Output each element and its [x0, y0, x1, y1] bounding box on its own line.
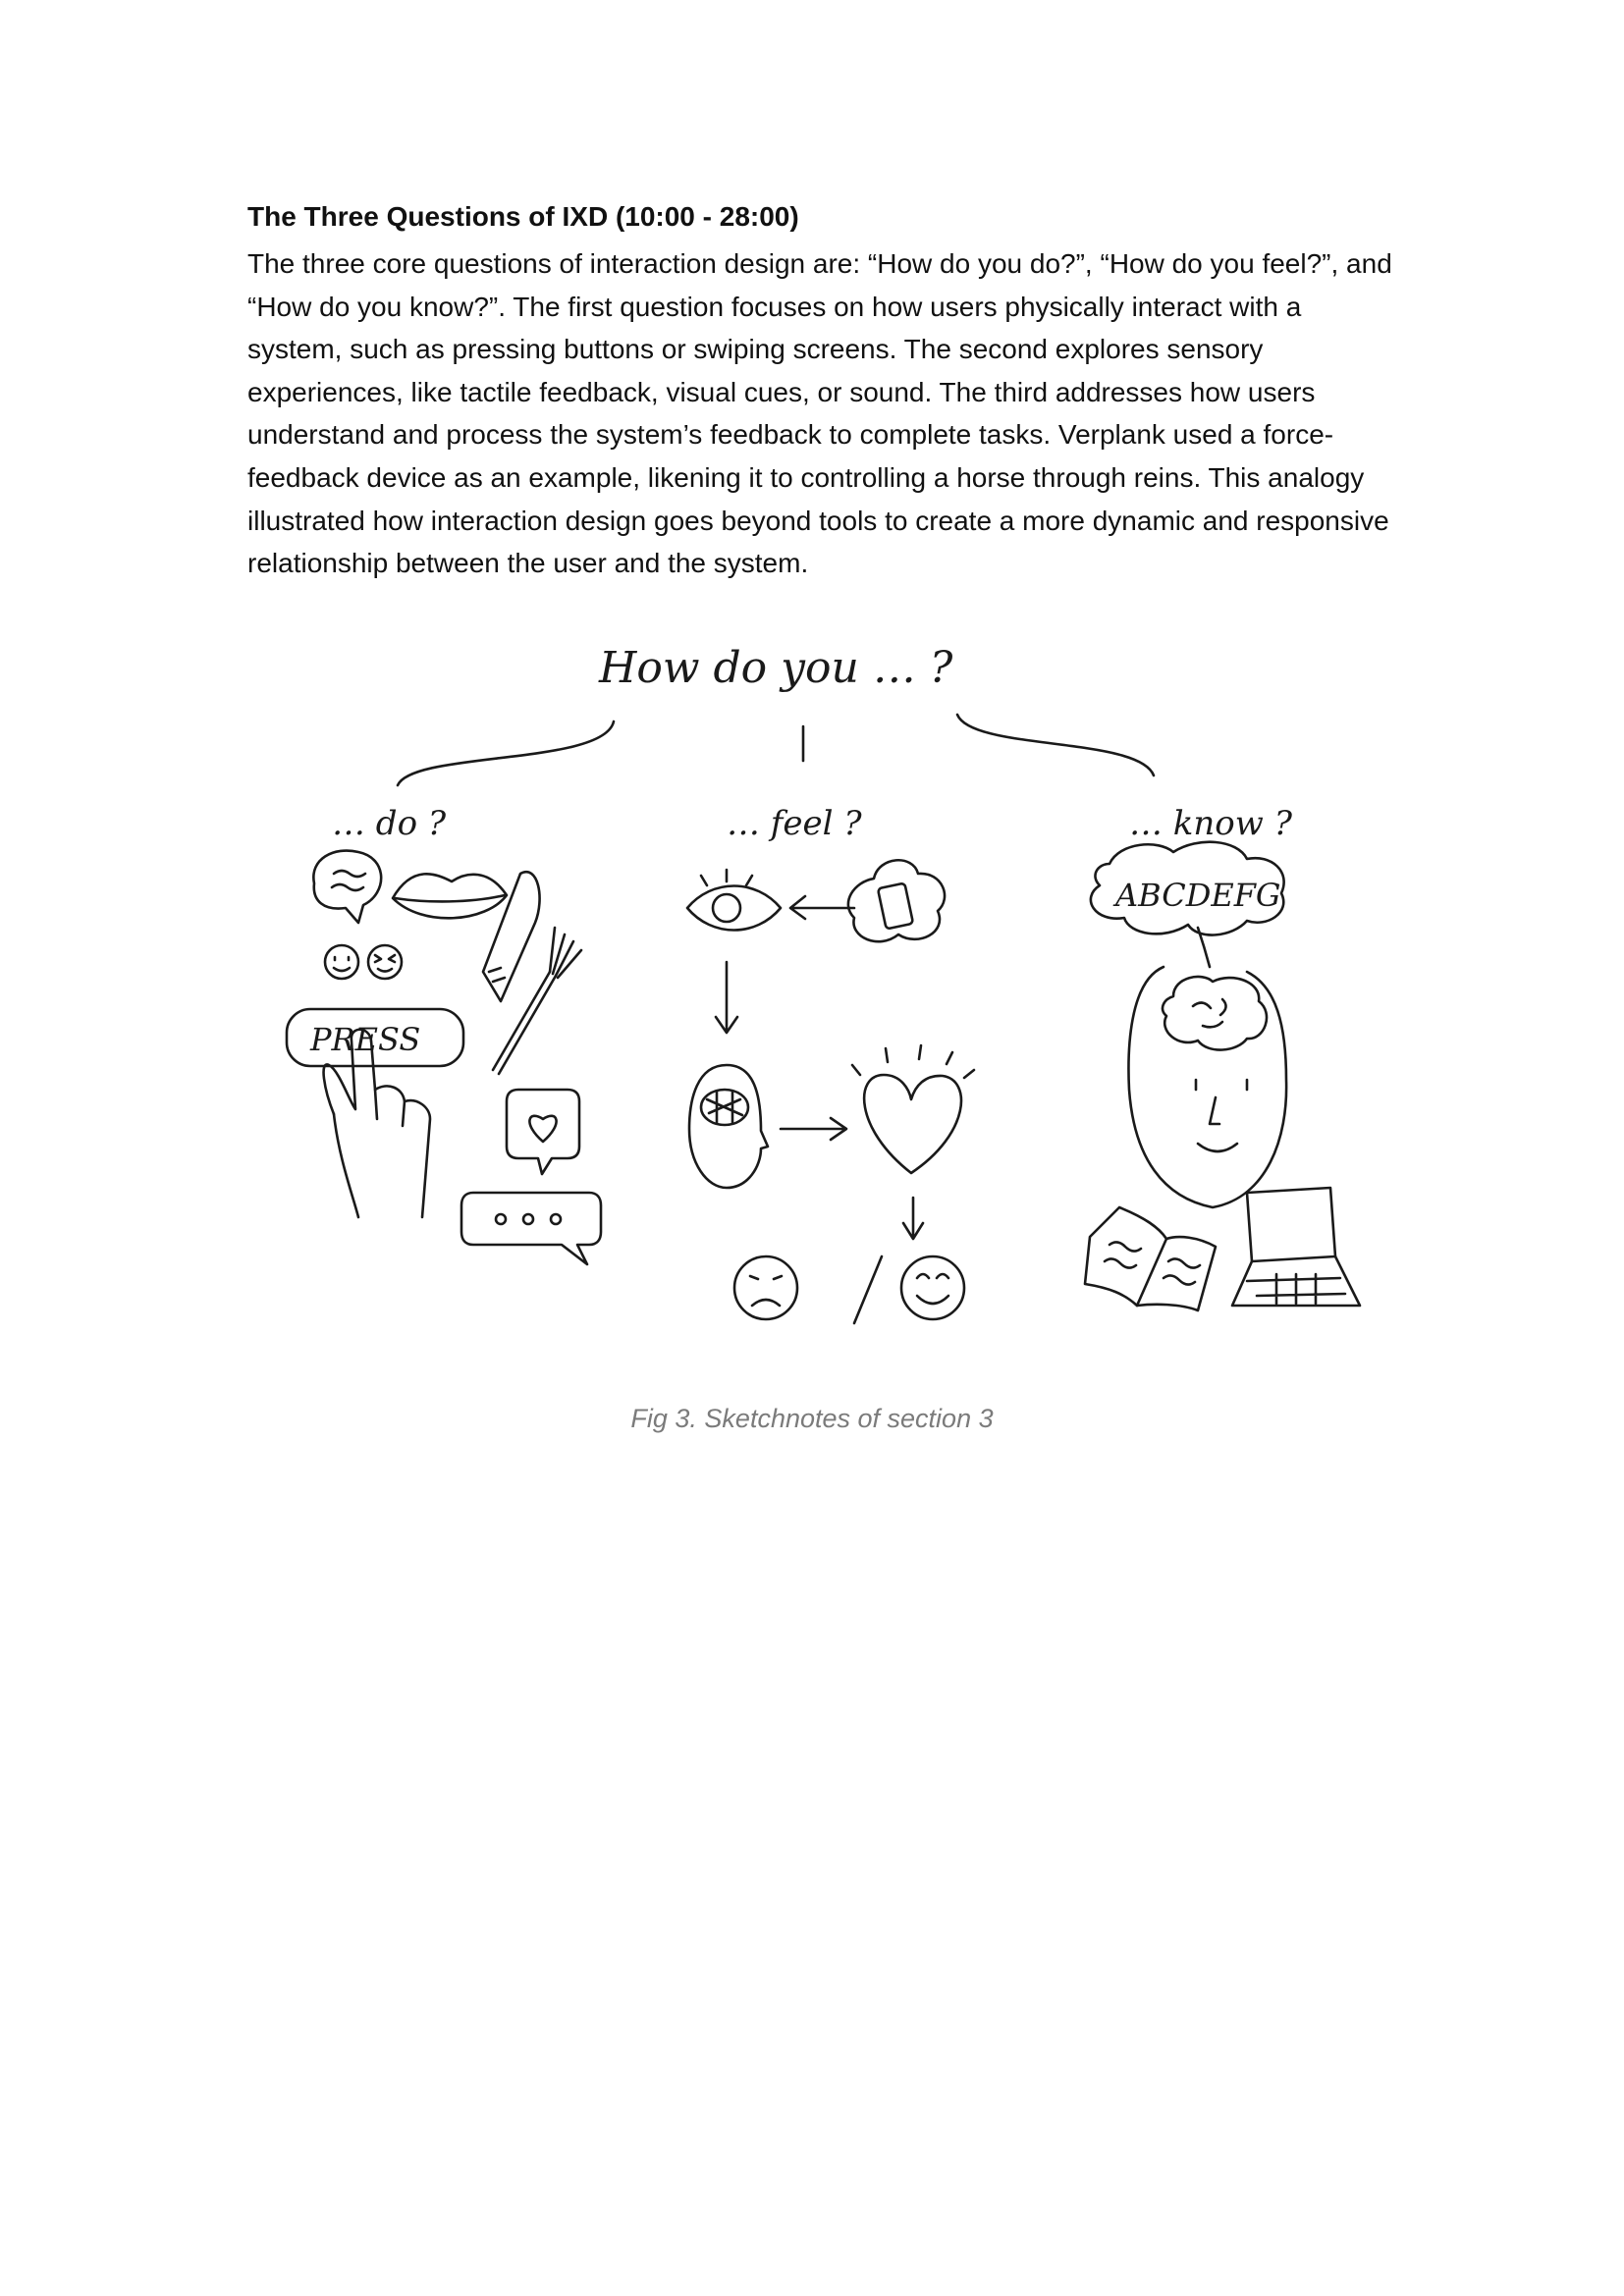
thought-label: ABCDEFG: [1115, 877, 1281, 914]
sketchnote-drawing: [265, 628, 1375, 1355]
thought-cloud-phone-icon: [848, 860, 945, 941]
typing-message-icon: [461, 1193, 601, 1264]
knife-icon: [483, 872, 540, 1001]
arrow-right-icon: [781, 1118, 846, 1140]
branch-connector-left: [398, 721, 614, 785]
sketchnote-figure: [265, 628, 1375, 1355]
press-label: PRESS: [310, 1021, 421, 1058]
speech-bubble-wavy-icon: [313, 851, 381, 923]
arrow-down-icon: [716, 962, 737, 1033]
sad-face-icon: [734, 1256, 797, 1319]
head-brain-icon: [689, 1065, 768, 1188]
heart-icon: [852, 1045, 974, 1173]
slash-divider: [854, 1256, 882, 1323]
branch-label-do: … do ?: [332, 804, 447, 843]
eye-icon: [687, 870, 781, 931]
arrow-left-icon: [790, 896, 854, 919]
person-head-icon: [1128, 967, 1286, 1207]
figure-caption: Fig 3. Sketchnotes of section 3: [630, 1404, 994, 1433]
section-heading: The Three Questions of IXD (10:00 - 28:00): [247, 201, 799, 232]
fork-icon: [493, 928, 581, 1074]
heart-message-icon: [507, 1090, 579, 1174]
branch-label-feel: … feel ?: [727, 804, 862, 843]
lips-icon: [393, 874, 507, 918]
press-button-icon: [287, 1009, 463, 1066]
branch-connector-right: [957, 715, 1154, 775]
figure-title: How do you … ?: [599, 643, 953, 693]
open-book-icon: [1085, 1207, 1216, 1310]
laughing-face-icon: [368, 945, 402, 979]
thought-cloud-alphabet-icon: [1091, 842, 1284, 967]
laptop-icon: [1232, 1188, 1360, 1306]
happy-face-icon: [901, 1256, 964, 1319]
section-paragraph: The three core questions of interaction design are: “How do you do?”, “How do you feel?”, and “How do you know?”. The first question focuses on how users physically interact with a system, such as pressing buttons or swiping screens. The second explores sensory experiences, like tactile feedback, visual cues, or sound. The third addresses how users understand and process the system’s feedback to complete tasks. Verplank used a force-feedback device as an example, likening it to controlling a horse through reins. This analogy illustrated how interaction design goes beyond tools to create a more dynamic and responsive relationship between the user and the system.: [247, 248, 1392, 579]
arrow-down-heart-icon: [903, 1198, 923, 1239]
branch-label-know: … know ?: [1129, 804, 1292, 843]
smiley-face-icon: [325, 945, 358, 979]
